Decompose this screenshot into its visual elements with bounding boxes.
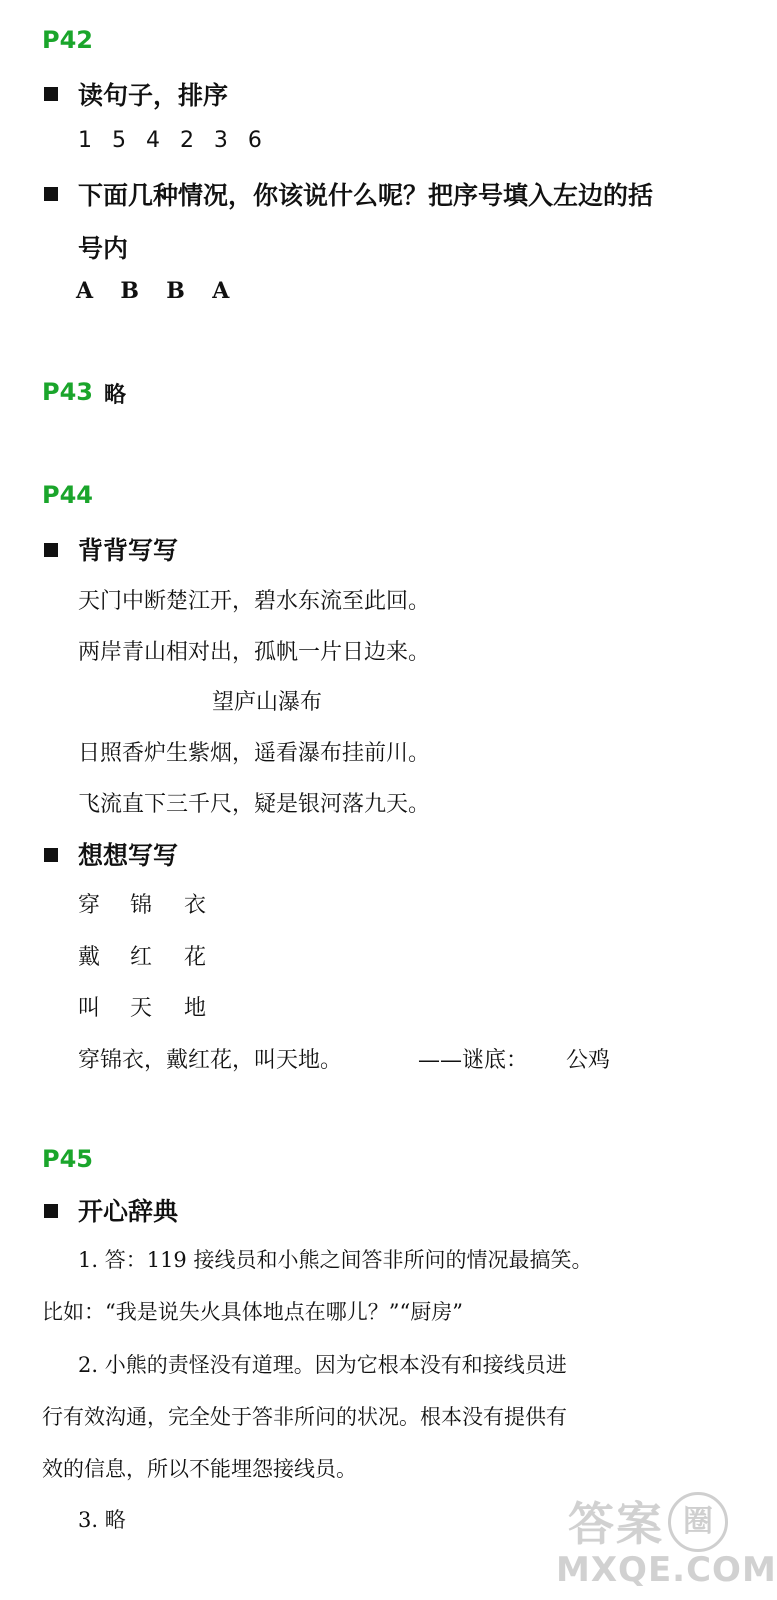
riddle-label: ——谜底： — [418, 1048, 529, 1073]
poem-line: 天门中断楚江开，碧水东流至此回。 — [78, 589, 431, 614]
watermark-text: 答案 — [568, 1497, 664, 1551]
riddle-char: 衣 — [184, 893, 207, 918]
riddle-char: 花 — [184, 945, 207, 970]
answer-line: 效的信息，所以不能埋怨接线员。 — [42, 1457, 357, 1481]
page-number-p42: P42 — [42, 26, 93, 54]
poem-line: 日照香炉生紫烟，遥看瀑布挂前川。 — [78, 741, 431, 766]
question-title: 开心辞典 — [78, 1197, 179, 1226]
answer-line: 1. 答：119 接线员和小熊之间答非所问的情况最搞笑。 — [78, 1248, 593, 1272]
poem-line: 两岸青山相对出，孤帆一片日边来。 — [78, 640, 431, 665]
page-number-p45: P45 — [42, 1145, 93, 1173]
question-title: 读句子，排序 — [78, 81, 229, 110]
watermark-seal-icon: 圈 — [668, 1492, 728, 1552]
answer-line: 2. 小熊的责怪没有道理。因为它根本没有和接线员进 — [78, 1353, 567, 1377]
riddle-char: 戴 — [78, 945, 101, 970]
riddle-char: 穿 — [78, 893, 101, 918]
bullet-icon — [44, 848, 58, 862]
bullet-icon — [44, 187, 58, 201]
riddle-answer: 公鸡 — [566, 1048, 611, 1073]
answer-sequence: 1 5 4 2 3 6 — [78, 128, 264, 153]
bullet-icon — [44, 1204, 58, 1218]
riddle-char: 天 — [130, 996, 153, 1021]
question-title-continued: 号内 — [78, 234, 129, 263]
riddle-char: 锦 — [130, 893, 153, 918]
riddle-summary: 穿锦衣，戴红花，叫天地。 — [78, 1048, 343, 1073]
bullet-icon — [44, 87, 58, 101]
answer-omitted: 略 — [104, 383, 127, 408]
bullet-icon — [44, 543, 58, 557]
question-title: 想想写写 — [78, 841, 179, 870]
page-number-p44: P44 — [42, 481, 93, 509]
question-title: 下面几种情况，你该说什么呢？把序号填入左边的括 — [78, 181, 654, 210]
watermark-url: MXQE.COM — [556, 1550, 777, 1590]
answer-line: 3. 略 — [78, 1508, 126, 1532]
riddle-char: 叫 — [78, 996, 101, 1021]
riddle-char: 红 — [130, 945, 153, 970]
page-number-p43: P43 — [42, 378, 93, 406]
answer-letters: A B B A — [76, 278, 234, 304]
riddle-char: 地 — [184, 996, 207, 1021]
question-title: 背背写写 — [78, 536, 179, 565]
answer-line: 行有效沟通，完全处于答非所问的状况。根本没有提供有 — [42, 1405, 567, 1429]
answer-line: 比如：“我是说失火具体地点在哪儿？”“厨房” — [42, 1300, 463, 1324]
poem-title: 望庐山瀑布 — [212, 690, 323, 715]
poem-line: 飞流直下三千尺，疑是银河落九天。 — [78, 792, 431, 817]
